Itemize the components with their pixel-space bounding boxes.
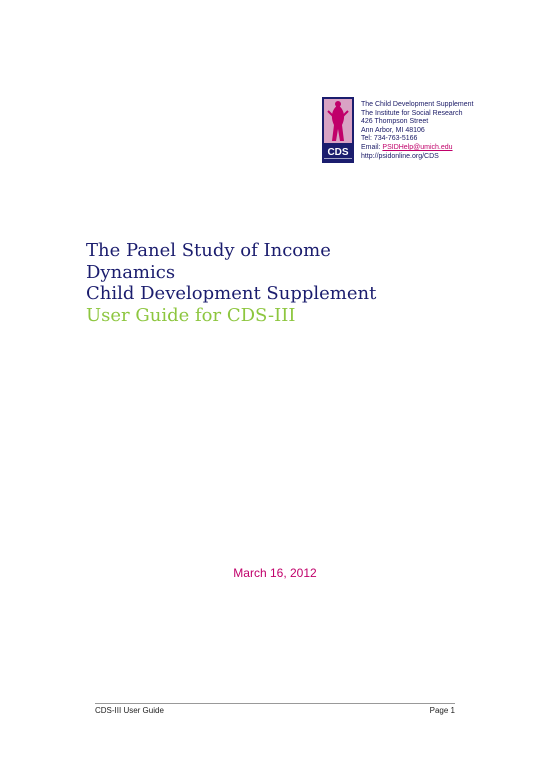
title-line-1: The Panel Study of Income — [86, 240, 331, 261]
website-link[interactable]: http://psidonline.org/CDS — [361, 152, 439, 160]
contact-block — [361, 101, 473, 161]
contact-org: The Child Development Supplement — [361, 101, 474, 108]
logo-text: CDS — [327, 147, 349, 158]
contact-city: Ann Arbor, MI 48106 — [361, 126, 425, 134]
contact-street: 426 Thompson Street — [361, 118, 429, 126]
title-line-4: User Guide for CDS-III — [86, 304, 296, 326]
footer-doc-name: CDS-III User Guide — [95, 706, 164, 715]
page-footer — [95, 703, 455, 715]
cds-logo — [322, 97, 354, 163]
title-line-2: Dynamics — [86, 261, 176, 283]
email-label: Email: — [361, 143, 383, 151]
footer-page-number: Page 1 — [429, 706, 455, 715]
contact-email-line — [361, 144, 473, 153]
email-link[interactable]: PSIDHelp@umich.edu — [382, 143, 453, 151]
document-title — [86, 240, 376, 326]
contact-institute: The Institute for Social Research — [361, 109, 463, 117]
contact-phone: Tel: 734-763-5166 — [361, 135, 418, 143]
publication-date: March 16, 2012 — [233, 566, 317, 580]
title-line-3: Child Development Supplement — [86, 283, 377, 304]
